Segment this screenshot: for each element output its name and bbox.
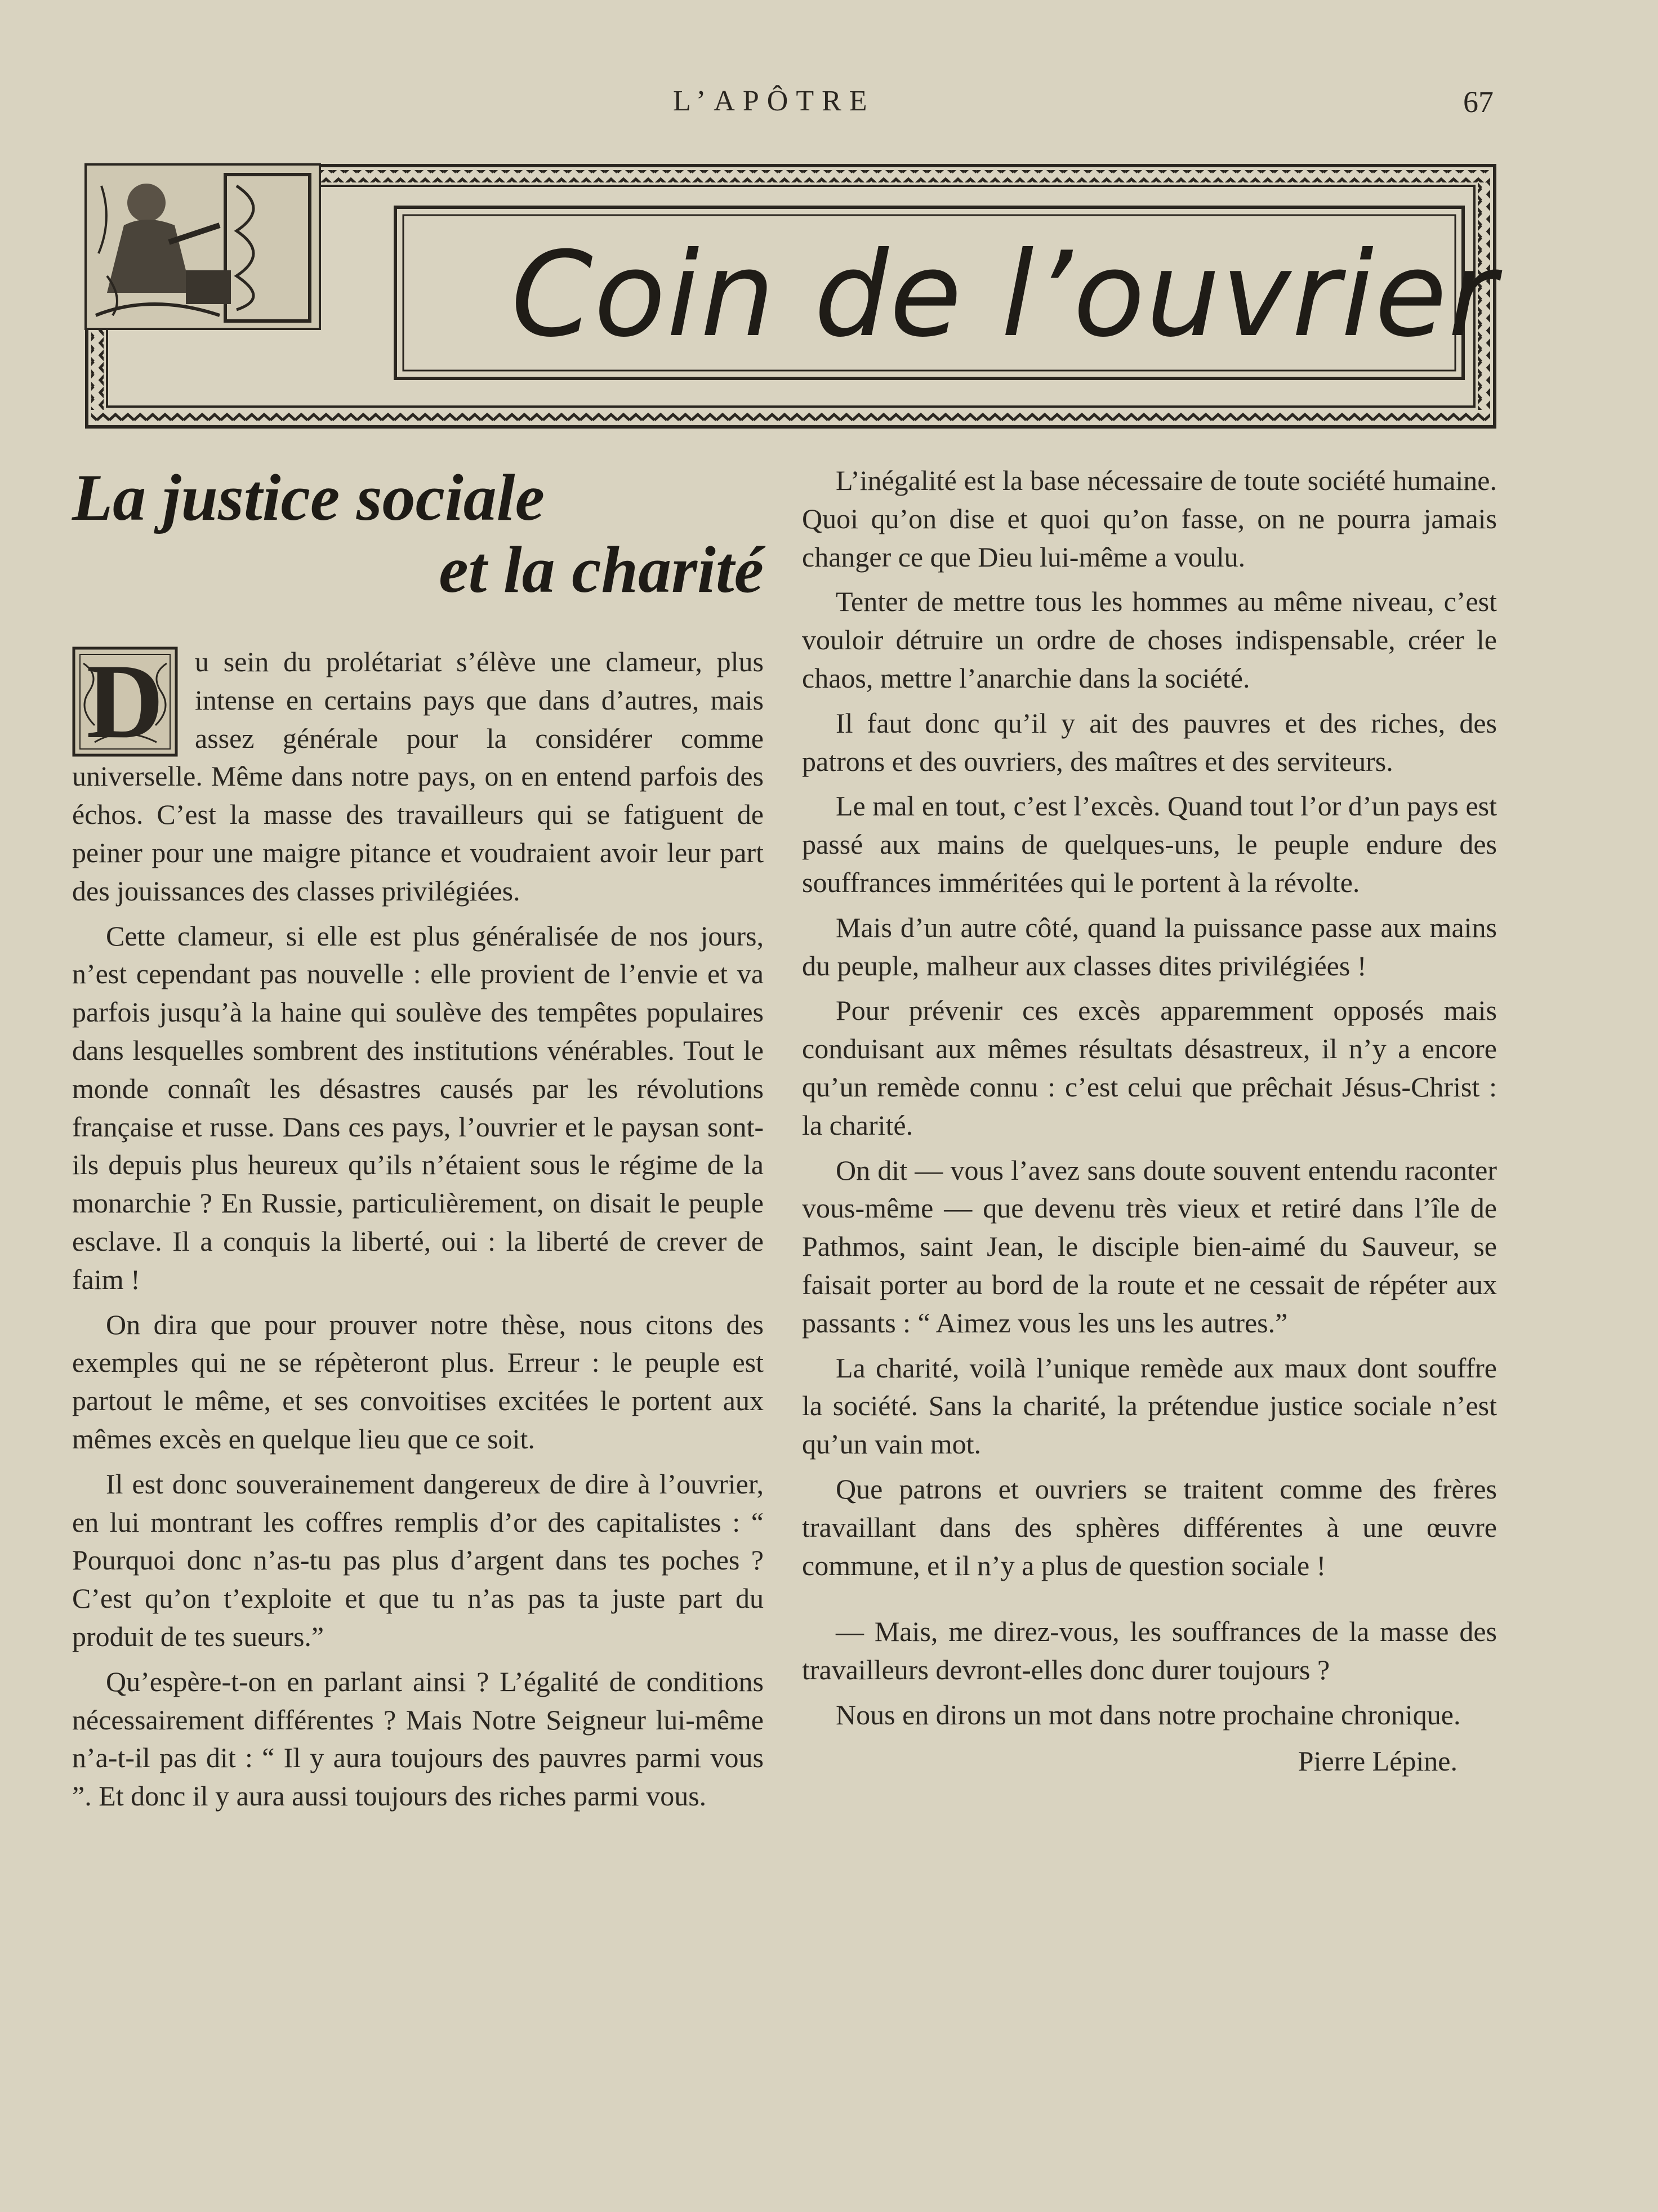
section-banner [84,163,1497,429]
paragraph: Il est donc souverainement dangereux de dire à l’ouvrier, en lui montrant les coffres remplis d’or des capitalistes : “ Pourquoi donc n’as-tu pas plus d’argent dans tes poches ? C’est qu’on t’exploite et que tu n’as pas ta juste part du produit de tes sueurs.” [72,1468,764,1652]
worker-vignette-icon [84,163,321,330]
paragraph: On dira que pour prouver notre thèse, nous citons des exemples qui ne se répèteront plus. Erreur : le peuple est partout le même, et ses convoitises excitées le portent aux mêmes excès en quelque lieu que ce soit. [72,1308,764,1455]
paragraph: Qu’espère-t-on en parlant ainsi ? L’égalité de conditions nécessairement différentes ? Mais Notre Seigneur lui-même n’a-t-il pas dit : “ Il y aura toujours des pauvres parmi vous ”. Et donc il y aura aussi toujours des riches parmi vous. [72,1665,764,1812]
ornamental-initial [72,643,178,761]
headline-line-1: La justice sociale [72,461,545,534]
paragraph: La charité, voilà l’unique remède aux maux dont souffre la société. Sans la charité, la prétendue justice sociale n’est qu’un vain mot. [802,1352,1497,1460]
paragraph: Mais d’un autre côté, quand la puissance passe aux mains du peuple, malheur aux classes dites privilégiées ! [802,911,1497,982]
author-signature: Pierre Lépine. [1298,1745,1458,1777]
running-title: L’APÔTRE [673,85,875,117]
paragraph: Que patrons et ouvriers se traitent comme des frères travaillant dans des sphères différentes à une œuvre commune, et il n’y a plus de question sociale ! [802,1473,1497,1581]
paragraph: Nous en dirons un mot dans notre prochaine chronique. [836,1698,1461,1731]
right-column [802,462,1497,1781]
paragraph: Pour prévenir ces excès apparemment opposés mais conduisant aux mêmes résultats désastreux, il n’y a encore qu’un remède connu : c’est celui que prêchait Jésus-Christ : la charité. [802,994,1497,1141]
article-headline [72,462,764,606]
paragraph: On dit — vous l’avez sans doute souvent entendu raconter vous-même — que devenu très vieux et retiré dans l’île de Pathmos, saint Jean, le disciple bien-aimé du Sauveur, se faisait porter au bord de la route et ne cessait de répéter aux passants : “ Aimez vous les uns les autres.” [802,1154,1497,1339]
paragraph: Cette clameur, si elle est plus généralisée de nos jours, n’est cependant pas nouvelle : elle provient de l’envie et va parfois jusqu’à la haine qui soulève des tempêtes populaires dans lesquelles sombrent des institutions vénérables. Tout le monde connaît les désastres causés par les révolutions française et russe. Dans ces pays, l’ouvrier et le paysan sont-ils depuis plus heureux qu’ils n’étaient sous le régime de la monarchie ? En Russie, particulièrement, on disait le peuple esclave. Il a conquis la liberté, oui : la liberté de crever de faim ! [72,920,764,1295]
dropcap-letter: D [86,643,164,761]
paragraph: Il faut donc qu’il y ait des pauvres et des riches, des patrons et des ouvriers, des maîtres et des serviteurs. [802,707,1497,777]
banner-title: Coin de l’ouvrier [511,227,1497,363]
running-head [0,84,1658,130]
paragraph: L’inégalité est la base nécessaire de toute société humaine. Quoi qu’on dise et quoi qu’on fasse, on ne pourra jamais changer ce que Dieu lui-même a voulu. [802,465,1497,573]
paragraph: Tenter de mettre tous les hommes au même niveau, c’est vouloir détruire un ordre de choses indispensable, créer le chaos, mettre l’anarchie dans la société. [802,586,1497,694]
left-column [72,462,764,1822]
page-number: 67 [1463,85,1494,119]
paragraph: u sein du prolétariat s’élève une clameur, plus intense en certains pays que dans d’autres, mais assez générale pour la considérer comme universelle. Même dans notre pays, on en entend parfois des échos. C’est la masse des travailleurs qui se fatiguent de peiner pour une maigre pitance et voudraient avoir leur part des jouissances des classes privilégiées. [72,646,764,907]
paragraph: — Mais, me direz-vous, les souffrances de la masse des travailleurs devront-elles donc durer toujours ? [802,1616,1497,1686]
headline-line-2: et la charité [439,533,764,606]
paragraph: Le mal en tout, c’est l’excès. Quand tout l’or d’un pays est passé aux mains de quelques-uns, le peuple endure des souffrances imméritées qui le portent à la révolte. [802,790,1497,898]
section-gap [802,1591,1497,1613]
